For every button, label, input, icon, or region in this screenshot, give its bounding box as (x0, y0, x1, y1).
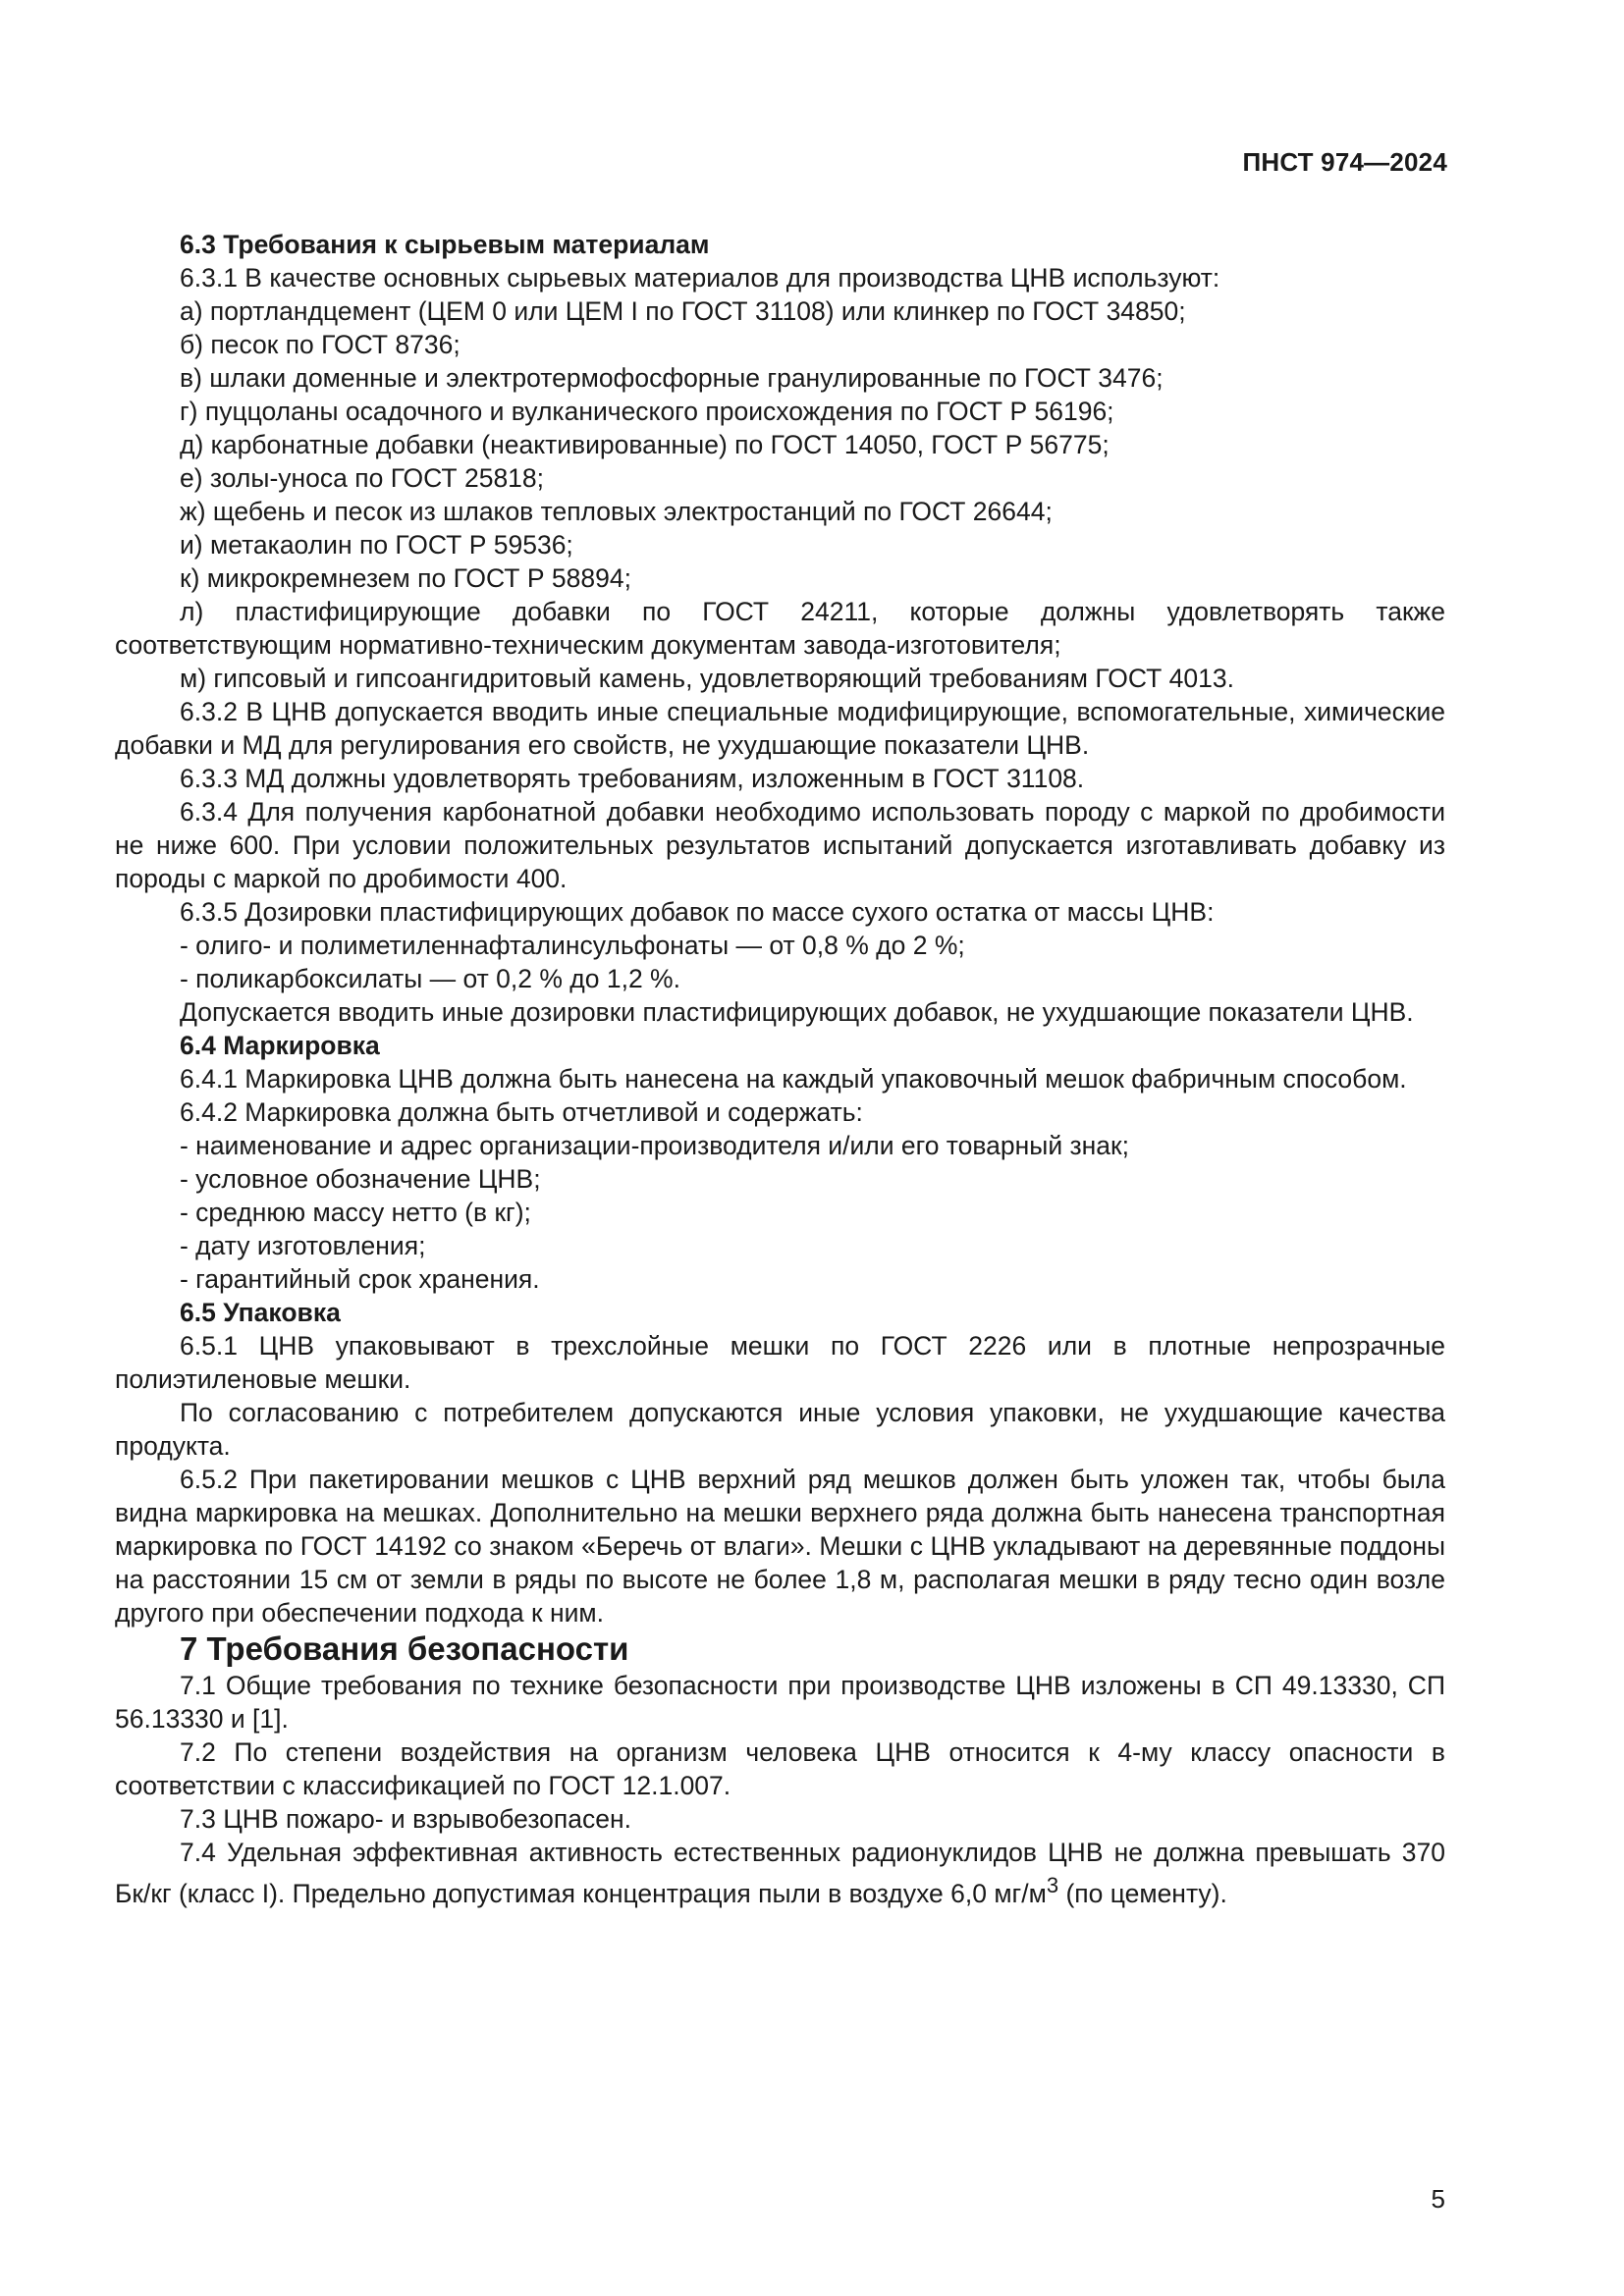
document-code: ПНСТ 974—2024 (1242, 147, 1447, 177)
list-item: д) карбонатные добавки (неактивированные) по ГОСТ 14050, ГОСТ Р 56775; (180, 430, 1110, 459)
paragraph-6-4-2: 6.4.2 Маркировка должна быть отчетливой и содержать: (180, 1097, 863, 1127)
list-item: - среднюю массу нетто (в кг); (180, 1198, 531, 1227)
list-item: в) шлаки доменные и электротермофосфорные гранулированные по ГОСТ 3476; (180, 363, 1164, 393)
paragraph-6-5-2: 6.5.2 При пакетировании мешков с ЦНВ верхний ряд мешков должен быть уложен так, чтобы была видна маркировка на мешках. Дополнительно на мешки верхнего ряда должна быть нанесена транспортная маркировка по ГОСТ 14192 со знаком «Беречь от влаги». Мешки с ЦНВ укладывают на деревянные поддоны на расстоянии 15 см от земли в ряды по высоте не более 1,8 м, располагая мешки в ряду тесно один возле другого при обеспечении подхода к ним. (115, 1465, 1445, 1628)
paragraph-6-3-2: 6.3.2 В ЦНВ допускается вводить иные специальные модифицирующие, вспомогательные, химические добавки и МД для регулирования его свойств, не ухудшающие показатели ЦНВ. (115, 697, 1445, 760)
list-item: - условное обозначение ЦНВ; (180, 1164, 541, 1194)
dosage-item: - олиго- и полиметиленнафталинсульфонаты — от 0,8 % до 2 %; (180, 931, 965, 960)
list-item: - дату изготовления; (180, 1231, 426, 1260)
list-item: л) пластифицирующие добавки по ГОСТ 24211, которые должны удовлетворять также соответствующим нормативно-техническим документам завода-изготовителя; (115, 597, 1445, 660)
paragraph-6-3-5: 6.3.5 Дозировки пластифицирующих добавок по массе сухого остатка от массы ЦНВ: (180, 897, 1215, 927)
list-item: г) пуццоланы осадочного и вулканического происхождения по ГОСТ Р 56196; (180, 397, 1114, 426)
section-6-3-heading: 6.3 Требования к сырьевым материалам (180, 230, 710, 259)
section-7-heading: 7 Требования безопасности (180, 1630, 629, 1667)
paragraph-6-5-1: 6.5.1 ЦНВ упаковывают в трехслойные мешки по ГОСТ 2226 или в плотные непрозрачные полиэтиленовые мешки. (115, 1331, 1445, 1394)
list-item: м) гипсовый и гипсоангидритовый камень, удовлетворяющий требованиям ГОСТ 4013. (180, 664, 1234, 693)
list-item: - наименование и адрес организации-производителя и/или его товарный знак; (180, 1131, 1129, 1160)
paragraph-6-5-1-note: По согласованию с потребителем допускаются иные условия упаковки, не ухудшающие качества продукта. (115, 1398, 1445, 1461)
section-6-5-heading: 6.5 Упаковка (180, 1298, 341, 1327)
paragraph-6-3-4: 6.3.4 Для получения карбонатной добавки необходимо использовать породу с маркой по дробимости не ниже 600. При условии положительных результатов испытаний допускается изготавливать добавку из породы с маркой по дробимости 400. (115, 797, 1445, 893)
list-item: ж) щебень и песок из шлаков тепловых электростанций по ГОСТ 26644; (180, 497, 1053, 526)
document-body (115, 228, 1445, 1910)
paragraph-6-3-5-note: Допускается вводить иные дозировки пластифицирующих добавок, не ухудшающие показатели ЦНВ. (180, 997, 1414, 1027)
section-6-4-heading: 6.4 Маркировка (180, 1031, 380, 1060)
list-item: а) портландцемент (ЦЕМ 0 или ЦЕМ I по ГОСТ 31108) или клинкер по ГОСТ 34850; (180, 296, 1186, 326)
list-item: к) микрокремнезем по ГОСТ Р 58894; (180, 563, 631, 593)
paragraph-7-4 (115, 1836, 1445, 1910)
list-item: - гарантийный срок хранения. (180, 1264, 540, 1294)
list-item: е) золы-уноса по ГОСТ 25818; (180, 463, 545, 493)
page-number: 5 (1431, 2184, 1445, 2214)
paragraph-6-3-3: 6.3.3 МД должны удовлетворять требованиям, изложенным в ГОСТ 31108. (180, 764, 1085, 793)
paragraph-6-4-1: 6.4.1 Маркировка ЦНВ должна быть нанесена на каждый упаковочный мешок фабричным способом. (180, 1064, 1407, 1094)
paragraph-7-4-end: (по цементу). (1058, 1878, 1227, 1908)
paragraph-6-3-1: 6.3.1 В качестве основных сырьевых материалов для производства ЦНВ используют: (180, 263, 1220, 293)
paragraph-7-3: 7.3 ЦНВ пожаро- и взрывобезопасен. (180, 1804, 631, 1834)
superscript-cubed: 3 (1046, 1873, 1059, 1897)
paragraph-7-2: 7.2 По степени воздействия на организм человека ЦНВ относится к 4-му классу опасности в соответствии с классификацией по ГОСТ 12.1.007. (115, 1737, 1445, 1800)
list-item: б) песок по ГОСТ 8736; (180, 330, 460, 359)
paragraph-7-4-text: 7.4 Удельная эффективная активность естественных радионуклидов ЦНВ не должна превышать 370 Бк/кг (класс I). Предельно допустимая концентрация пыли в воздухе 6,0 мг/м (115, 1838, 1445, 1908)
list-item: и) метакаолин по ГОСТ Р 59536; (180, 530, 573, 560)
dosage-item: - поликарбоксилаты — от 0,2 % до 1,2 %. (180, 964, 680, 993)
paragraph-7-1: 7.1 Общие требования по технике безопасности при производстве ЦНВ изложены в СП 49.13330, СП 56.13330 и [1]. (115, 1671, 1445, 1734)
